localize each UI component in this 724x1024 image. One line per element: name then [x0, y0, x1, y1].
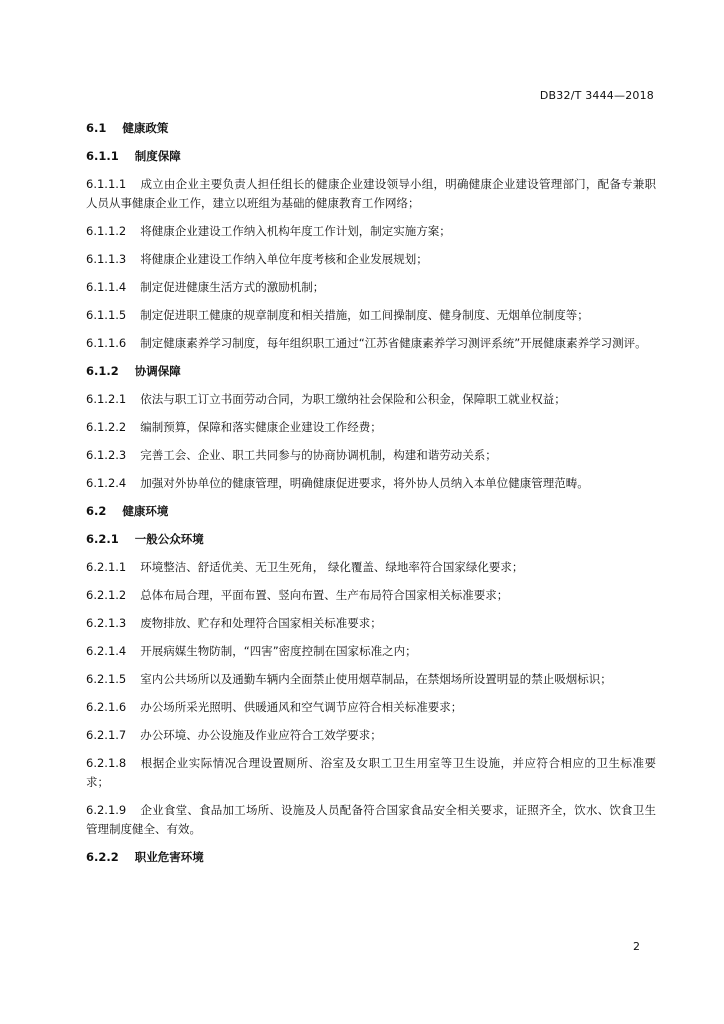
clause-number: 6.2 [86, 504, 107, 518]
clause-paragraph [86, 726, 656, 745]
clause-text: 制定健康素养学习制度，每年组织职工通过“江苏省健康素养学习测评系统”开展健康素养学习测评。 [140, 336, 647, 350]
clause-text: 根据企业实际情况合理设置厕所、浴室及女职工卫生用室等卫生设施，并应符合相应的卫生标准要求； [86, 756, 656, 789]
clause-text: 废物排放、贮存和处理符合国家相关标准要求； [140, 616, 382, 630]
clause-paragraph [86, 474, 656, 493]
clause-number: 6.1.1.1 [86, 177, 127, 191]
clause-number: 6.1.1.3 [86, 252, 127, 266]
clause-paragraph [86, 586, 656, 605]
clause-text: 一般公众环境 [134, 532, 204, 546]
subsection-heading [86, 147, 656, 166]
clause-text: 总体布局合理，平面布置、竖向布置、生产布局符合国家相关标准要求； [140, 588, 509, 602]
clause-paragraph [86, 390, 656, 409]
clause-text: 编制预算，保障和落实健康企业建设工作经费； [140, 420, 382, 434]
clause-paragraph [86, 446, 656, 465]
clause-text: 健康政策 [122, 121, 169, 135]
clause-text: 健康环境 [122, 504, 169, 518]
clause-text: 制定促进健康生活方式的激励机制； [140, 280, 325, 294]
clause-number: 6.1.1.5 [86, 308, 127, 322]
clause-text: 环境整洁、舒适优美、无卫生死角， 绿化覆盖、绿地率符合国家绿化要求； [140, 560, 524, 574]
clause-paragraph [86, 801, 656, 839]
clause-text: 完善工会、企业、职工共同参与的协商协调机制，构建和谐劳动关系； [140, 448, 497, 462]
clause-number: 6.1.1.2 [86, 224, 127, 238]
clause-number: 6.2.2 [86, 850, 119, 864]
clause-paragraph [86, 698, 656, 717]
clause-text: 职业危害环境 [134, 850, 204, 864]
clause-paragraph [86, 175, 656, 213]
clause-paragraph [86, 306, 656, 325]
document-body [86, 119, 656, 876]
clause-number: 6.2.1.6 [86, 700, 127, 714]
clause-text: 加强对外协单位的健康管理，明确健康促进要求，将外协人员纳入本单位健康管理范畴。 [140, 476, 589, 490]
clause-text: 依法与职工订立书面劳动合同，为职工缴纳社会保险和公积金，保障职工就业权益； [140, 392, 566, 406]
clause-number: 6.1.2.4 [86, 476, 127, 490]
clause-number: 6.1.2.2 [86, 420, 127, 434]
clause-paragraph [86, 250, 656, 269]
clause-number: 6.2.1.7 [86, 728, 127, 742]
clause-paragraph [86, 670, 656, 689]
clause-paragraph [86, 334, 656, 353]
clause-text: 协调保障 [134, 364, 181, 378]
clause-number: 6.2.1.8 [86, 756, 127, 770]
clause-number: 6.2.1.9 [86, 803, 127, 817]
document-code: DB32/T 3444—2018 [539, 89, 654, 102]
clause-number: 6.2.1 [86, 532, 119, 546]
clause-text: 制度保障 [134, 149, 181, 163]
section-heading [86, 119, 656, 138]
clause-number: 6.2.1.3 [86, 616, 127, 630]
clause-text: 办公环境、办公设施及作业应符合工效学要求； [140, 728, 382, 742]
clause-number: 6.1.1.4 [86, 280, 127, 294]
page-number: 2 [633, 940, 640, 953]
clause-text: 室内公共场所以及通勤车辆内全面禁止使用烟草制品，在禁烟场所设置明显的禁止吸烟标识； [140, 672, 612, 686]
clause-number: 6.1.1 [86, 149, 119, 163]
subsection-heading [86, 362, 656, 381]
clause-paragraph [86, 614, 656, 633]
clause-paragraph [86, 278, 656, 297]
clause-paragraph [86, 558, 656, 577]
clause-number: 6.1.2.1 [86, 392, 127, 406]
clause-number: 6.2.1.1 [86, 560, 127, 574]
clause-paragraph [86, 418, 656, 437]
clause-number: 6.1.1.6 [86, 336, 127, 350]
subsection-heading [86, 530, 656, 549]
clause-text: 制定促进职工健康的规章制度和相关措施，如工间操制度、健身制度、无烟单位制度等； [140, 308, 589, 322]
clause-text: 将健康企业建设工作纳入单位年度考核和企业发展规划； [140, 252, 428, 266]
clause-number: 6.1 [86, 121, 107, 135]
clause-text: 企业食堂、食品加工场所、设施及人员配备符合国家食品安全相关要求，证照齐全，饮水、饮食卫生管理制度健全、有效。 [86, 803, 656, 836]
clause-paragraph [86, 222, 656, 241]
clause-paragraph [86, 642, 656, 661]
clause-text: 办公场所采光照明、供暖通风和空气调节应符合相关标准要求； [140, 700, 463, 714]
clause-number: 6.1.2.3 [86, 448, 127, 462]
clause-text: 成立由企业主要负责人担任组长的健康企业建设领导小组，明确健康企业建设管理部门，配备专兼职人员从事健康企业工作，建立以班组为基础的健康教育工作网络； [86, 177, 656, 210]
clause-number: 6.2.1.5 [86, 672, 127, 686]
clause-number: 6.1.2 [86, 364, 119, 378]
clause-number: 6.2.1.4 [86, 644, 127, 658]
clause-paragraph [86, 754, 656, 792]
clause-number: 6.2.1.2 [86, 588, 127, 602]
clause-text: 将健康企业建设工作纳入机构年度工作计划，制定实施方案； [140, 224, 451, 238]
clause-text: 开展病媒生物防制，“四害”密度控制在国家标准之内； [140, 644, 417, 658]
section-heading [86, 502, 656, 521]
subsection-heading [86, 848, 656, 867]
